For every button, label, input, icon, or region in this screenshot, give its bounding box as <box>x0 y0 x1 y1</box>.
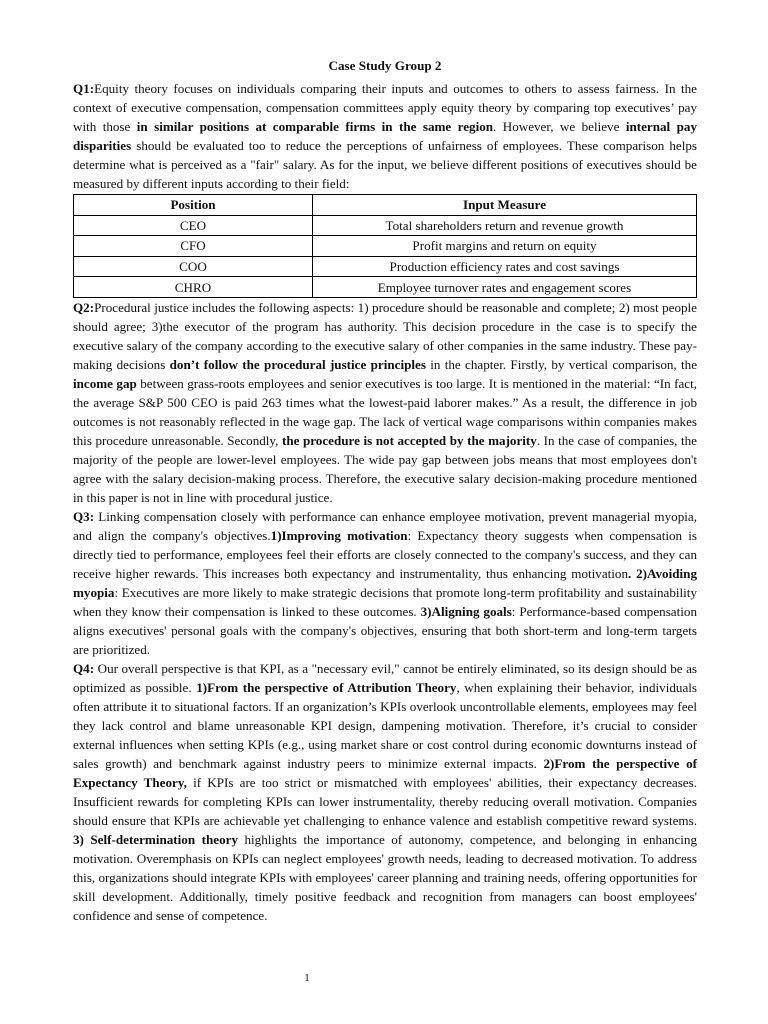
q3-label: Q3: <box>73 508 95 524</box>
q4-text-1: Our overall perspective is that KPI, as a "necessary evil," cannot be entirely eliminated, so its design should be as optimized as possible. <box>73 660 697 695</box>
q1-paragraph <box>73 79 697 193</box>
q2-paragraph <box>73 298 697 507</box>
document-title: Case Study Group 2 <box>328 58 442 73</box>
q4-label: Q4: <box>73 660 95 676</box>
q2-text-2: in the chapter. Firstly, by vertical comparison, the <box>425 356 698 372</box>
document-page <box>73 56 697 925</box>
table-row <box>74 236 697 257</box>
q1-label: Q1: <box>73 81 95 96</box>
q3-text-4: : Performance-based compensation aligns executives' personal goals with the company's objectives, ensuring that both short-term and long-term targets are prioritized. <box>73 603 697 657</box>
table-row <box>74 277 697 298</box>
position-input-table <box>73 194 697 298</box>
q2-bold-1: don’t follow the procedural justice principles <box>169 356 426 372</box>
table-cell-measure: Profit margins and return on equity <box>313 236 697 257</box>
q1-bold-1: in similar positions at comparable firms in the same region <box>136 119 494 134</box>
q1-bold-2: internal pay disparities <box>73 119 697 153</box>
q4-bold-3: 3) Self-determination theory <box>73 831 238 847</box>
q1-text-2: . However, we believe <box>493 119 626 134</box>
table-cell-measure: Employee turnover rates and engagement scores <box>313 277 697 298</box>
q4-text-4: highlights the importance of autonomy, competence, and belonging in enhancing motivation. Overemphasis on KPIs can neglect employees' growth needs, leading to decreased motivation. To address this, organizations should integrate KPIs with employees' career planning and training needs, offering opportunities for skill development. Additionally, timely positive feedback and recognition from managers can boost employees' confidence and sense of competence. <box>73 831 697 923</box>
q4-paragraph <box>73 659 697 925</box>
table-header-row <box>74 195 697 216</box>
table-cell-measure: Total shareholders return and revenue growth <box>313 215 697 236</box>
q2-text-3: between grass-roots employees and senior executives is too large. It is mentioned in the material: “In fact, the average S&P 500 CEO is paid 263 times what the lowest-paid laborer makes.” As a result, the difference in job outcomes is not reasonably reflected in the wage gap. The lack of vertical wage comparisons within companies makes this procedure unreasonable. Secondly, <box>73 375 697 448</box>
q2-label: Q2: <box>73 299 95 315</box>
q3-text-2: : Expectancy theory suggests when compensation is directly tied to performance, employees feel their efforts are closely connected to the company's success, and they can receive higher rewards. This increases both expectancy and instrumentality, thus enhancing motivation <box>73 527 697 581</box>
table-header-position: Position <box>74 195 313 216</box>
q3-bold-1: 1)Improving motivation <box>270 527 408 543</box>
q2-bold-3: the procedure is not accepted by the majority <box>281 432 537 448</box>
q3-text-1: Linking compensation closely with performance can enhance employee motivation, prevent managerial myopia, and align the company's objectives. <box>73 508 697 543</box>
q1-text-3: should be evaluated too to reduce the perceptions of unfairness of employees. These comparison helps determine what is perceived as a "fair" salary. As for the input, we believe different positions of executives should be measured by different inputs according to their field: <box>73 138 697 191</box>
table-header-input-measure: Input Measure <box>313 195 697 216</box>
table-cell-position: CFO <box>74 236 313 257</box>
q4-text-2: , when explaining their behavior, individuals often attribute it to situational factors. If an organization’s KPIs overlook uncontrollable elements, employees may feel they lack control and blame unreasonable KPI design, dampening motivation. Therefore, it’s crucial to consider external influences when setting KPIs (e.g., using market share or cost control during economic downturns instead of sales growth) and benchmark against industry peers to minimize external impacts. <box>73 679 697 771</box>
table-row <box>74 256 697 277</box>
q2-text-4: . In the case of companies, the majority of the people are lower-level employees. The wide pay gap between jobs means that most employees don't agree with the salary decision-making process. Therefore, the executive salary decision-making procedure mentioned in this paper is not in line with procedural justice. <box>73 432 697 505</box>
q3-text-3: : Executives are more likely to make strategic decisions that promote long-term profitability and sustainability when they know their compensation is linked to these outcomes. <box>73 584 697 619</box>
page-number: 1 <box>304 972 310 984</box>
q2-text-1: Procedural justice includes the following aspects: 1) procedure should be reasonable and complete; 2) most people should agree; 3)the executor of the program has authority. This decision procedure in the case is to specify the executive salary of the company according to the executive salary of other companies in the same industry. These pay-making decisions <box>73 299 697 372</box>
q2-bold-2: income gap <box>73 375 137 391</box>
q3-bold-2: . 2)Avoiding myopia <box>73 565 697 600</box>
q3-paragraph <box>73 507 697 659</box>
table-row <box>74 215 697 236</box>
table-cell-position: CHRO <box>74 277 313 298</box>
q1-text-1: Equity theory focuses on individuals comparing their inputs and outcomes to others to assess fairness. In the context of executive compensation, compensation committees apply equity theory by comparing top executives’ pay with those <box>73 81 697 134</box>
q4-bold-1: 1)From the perspective of Attribution Theory <box>196 679 457 695</box>
q4-bold-2: 2)From the perspective of Expectancy Theory, <box>73 755 697 790</box>
table-cell-position: CEO <box>74 215 313 236</box>
table-cell-measure: Production efficiency rates and cost savings <box>313 256 697 277</box>
q4-text-3: if KPIs are too strict or mismatched with employees' abilities, their expectancy decreases. Insufficient rewards for completing KPIs can lower instrumentality, thereby reducing overall motivation. Companies should ensure that KPIs are achievable yet challenging to enhance valence and establish competitive reward systems. <box>73 774 697 828</box>
table-cell-position: COO <box>74 256 313 277</box>
q3-bold-3: 3)Aligning goals <box>420 603 512 619</box>
